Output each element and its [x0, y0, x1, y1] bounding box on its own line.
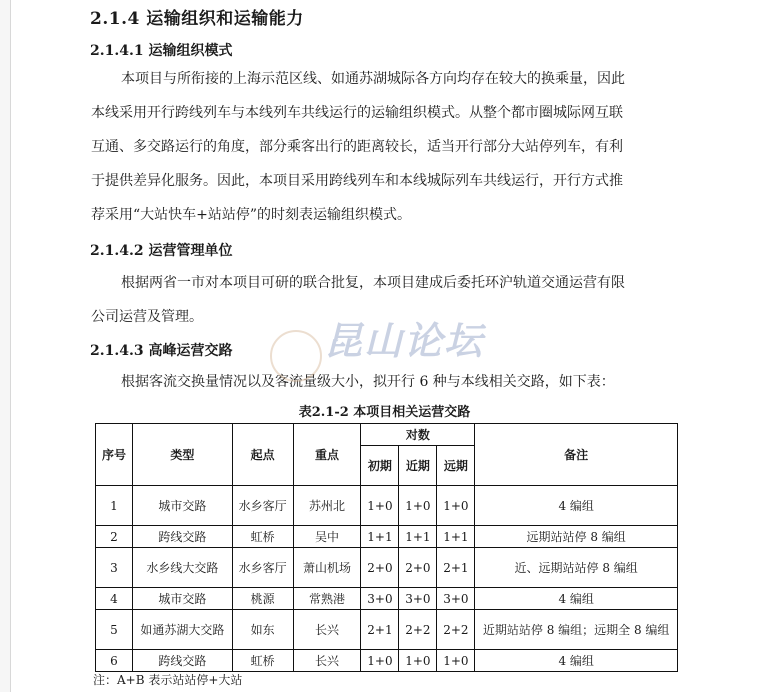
cell-type: 跨线交路 — [132, 650, 232, 672]
cell-remark: 近期站站停 8 编组；远期全 8 编组 — [475, 610, 678, 650]
watermark-text: 昆山论坛 — [324, 318, 485, 363]
cell-initial: 1+1 — [361, 526, 399, 548]
cell-far: 3+0 — [437, 588, 475, 610]
cell-end: 长兴 — [293, 610, 361, 650]
cell-end: 苏州北 — [293, 486, 361, 526]
routes-table — [95, 423, 678, 672]
text-line: 根据两省一市对本项目可研的联合批复，本项目建成后委托环沪轨道交通运营有限 — [121, 275, 625, 291]
cell-start: 虹桥 — [232, 526, 293, 548]
cell-end: 长兴 — [293, 650, 361, 672]
cell-no: 2 — [96, 526, 133, 548]
table-row — [96, 650, 678, 672]
table-row — [96, 588, 678, 610]
cell-near: 1+1 — [399, 526, 437, 548]
header-initial: 初期 — [361, 446, 399, 486]
table-row — [96, 610, 678, 650]
cell-near: 1+0 — [399, 486, 437, 526]
header-far: 远期 — [437, 446, 475, 486]
table-row — [96, 526, 678, 548]
cell-remark: 4 编组 — [475, 650, 678, 672]
cell-initial: 3+0 — [361, 588, 399, 610]
header-end: 重点 — [293, 424, 361, 486]
cell-start: 如东 — [232, 610, 293, 650]
cell-start: 桃源 — [232, 588, 293, 610]
cell-near: 1+0 — [399, 650, 437, 672]
header-near: 近期 — [399, 446, 437, 486]
page-edge — [0, 0, 11, 692]
forum-watermark — [262, 296, 522, 376]
cell-no: 5 — [96, 610, 133, 650]
table-caption: 表2.1-2 本项目相关运营交路 — [298, 405, 471, 420]
text-line: 根据客流交换量情况以及客流量级大小，拟开行 6 种与本线相关交路，如下表： — [121, 374, 615, 390]
cell-remark: 远期站站停 8 编组 — [475, 526, 678, 548]
header-seq: 序号 — [96, 424, 133, 486]
cell-type: 城市交路 — [132, 588, 232, 610]
table-note: 注：A+B 表示站站停+大站 — [93, 673, 243, 687]
cell-no: 6 — [96, 650, 133, 672]
cell-far: 1+1 — [437, 526, 475, 548]
subsection-title-3: 2.1.4.3 高峰运营交路 — [90, 343, 233, 359]
cell-no: 1 — [96, 486, 133, 526]
header-remark: 备注 — [475, 424, 678, 486]
cell-type: 城市交路 — [132, 486, 232, 526]
subsection-title-1: 2.1.4.1 运输组织模式 — [90, 43, 233, 59]
header-type: 类型 — [132, 424, 232, 486]
cell-remark: 4 编组 — [475, 588, 678, 610]
cell-start: 虹桥 — [232, 650, 293, 672]
cell-no: 3 — [96, 548, 133, 588]
cell-type: 跨线交路 — [132, 526, 232, 548]
cell-end: 吴中 — [293, 526, 361, 548]
header-start: 起点 — [232, 424, 293, 486]
cell-end: 萧山机场 — [293, 548, 361, 588]
text-line: 于提供差异化服务。因此，本项目采用跨线列车和本线城际列车共线运行，开行方式推 — [91, 173, 623, 189]
watermark-logo-icon — [270, 330, 322, 382]
table-row — [96, 486, 678, 526]
header-pairs: 对数 — [361, 424, 475, 446]
cell-far: 1+0 — [437, 650, 475, 672]
cell-initial: 2+0 — [361, 548, 399, 588]
text-line: 本线采用开行跨线列车与本线列车共线运行的运输组织模式。从整个都市圈城际网互联 — [91, 105, 623, 121]
cell-end: 常熟港 — [293, 588, 361, 610]
cell-start: 水乡客厅 — [232, 486, 293, 526]
cell-near: 3+0 — [399, 588, 437, 610]
cell-remark: 近、远期站站停 8 编组 — [475, 548, 678, 588]
cell-initial: 2+1 — [361, 610, 399, 650]
cell-initial: 1+0 — [361, 650, 399, 672]
cell-far: 2+1 — [437, 548, 475, 588]
paragraph-transport-mode — [91, 62, 691, 232]
text-line: 公司运营及管理。 — [91, 309, 203, 325]
subsection-title-2: 2.1.4.2 运营管理单位 — [90, 243, 233, 259]
section-heading: 2.1.4 运输组织和运输能力 — [90, 9, 304, 29]
cell-start: 水乡客厅 — [232, 548, 293, 588]
cell-type: 水乡线大交路 — [132, 548, 232, 588]
cell-remark: 4 编组 — [475, 486, 678, 526]
cell-far: 2+2 — [437, 610, 475, 650]
cell-near: 2+2 — [399, 610, 437, 650]
text-line: 互通、多交路运行的角度，部分乘客出行的距离较长，适当开行部分大站停列车，有利 — [91, 139, 623, 155]
cell-no: 4 — [96, 588, 133, 610]
cell-near: 2+0 — [399, 548, 437, 588]
text-line: 本项目与所衔接的上海示范区线、如通苏湖城际各方向均存在较大的换乘量，因此 — [121, 71, 625, 87]
cell-initial: 1+0 — [361, 486, 399, 526]
table-row — [96, 548, 678, 588]
cell-type: 如通苏湖大交路 — [132, 610, 232, 650]
cell-far: 1+0 — [437, 486, 475, 526]
text-line: 荐采用“大站快车+站站停”的时刻表运输组织模式。 — [91, 207, 412, 223]
